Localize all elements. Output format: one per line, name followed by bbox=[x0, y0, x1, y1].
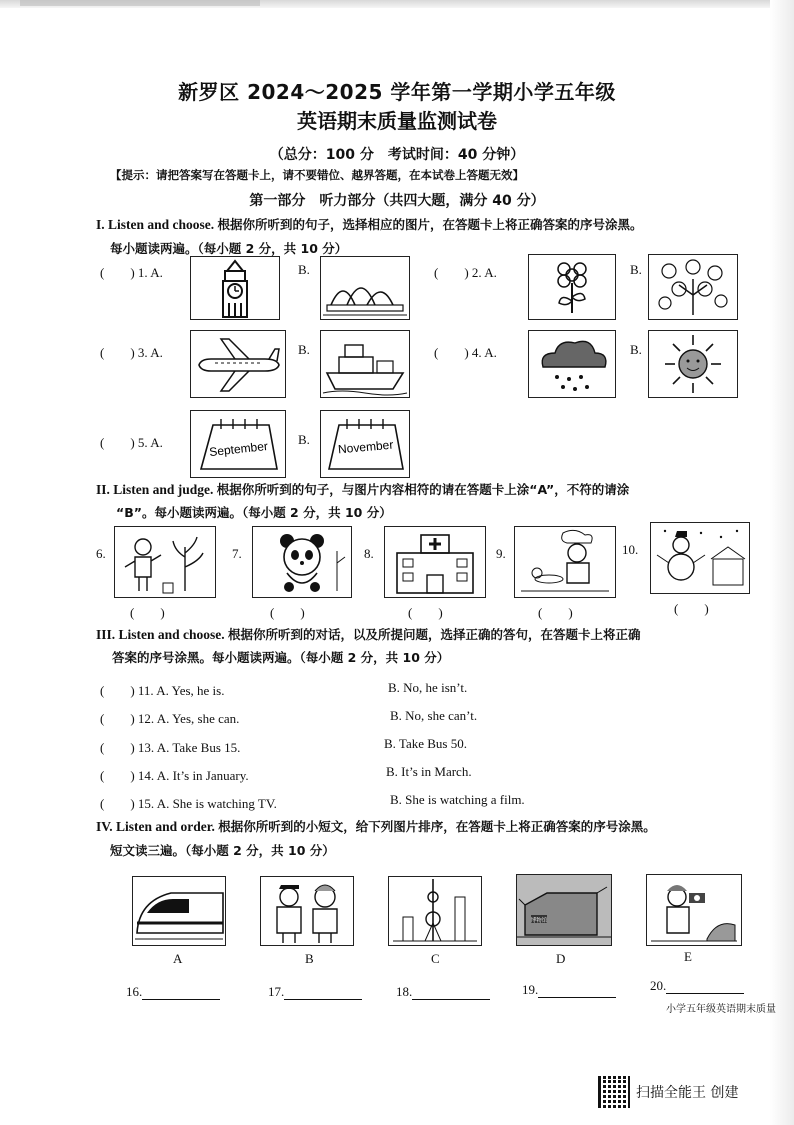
section1-instruction: 根据你所听到的句子，选择相应的图片，在答题卡上将正确答案的序号涂黑。 bbox=[217, 217, 643, 232]
q5-b-calendar bbox=[320, 410, 410, 478]
q14-option-a: ( ) 14. A. It’s in January. bbox=[100, 768, 249, 783]
part-heading: 第一部分 听力部分（共四大题，满分 40 分） bbox=[249, 193, 545, 209]
q11-option-b: B. No, he isn’t. bbox=[388, 680, 468, 695]
picture-e-taking-photo bbox=[646, 874, 742, 946]
museum-sign: 博物馆 bbox=[530, 918, 548, 924]
blank-19-label: 19. bbox=[522, 982, 539, 997]
section1-instruction-2: 每小题读两遍。（每小题 2 分，共 10 分） bbox=[110, 241, 348, 256]
footer-text: 小学五年级英语期末质量 bbox=[666, 1004, 776, 1015]
q6-number: 6. bbox=[96, 546, 106, 561]
q5-label: ( ) 5. A. bbox=[100, 435, 163, 450]
scan-top-edge bbox=[0, 0, 794, 8]
q13-option-b: B. Take Bus 50. bbox=[384, 736, 467, 751]
blank-16-label: 16. bbox=[126, 984, 143, 999]
q7-number: 7. bbox=[232, 546, 242, 561]
section4-instruction-2: 短文读三遍。（每小题 2 分，共 10 分） bbox=[110, 843, 335, 858]
section2-instruction-2: “B”。每小题读两遍。（每小题 2 分，共 10 分） bbox=[116, 505, 392, 520]
q5-b-label: B. bbox=[298, 432, 310, 447]
blank-18-label: 18. bbox=[396, 984, 413, 999]
q13-option-a: ( ) 13. A. Take Bus 15. bbox=[100, 740, 241, 755]
caption-c: C bbox=[431, 951, 440, 966]
q3-label: ( ) 3. A. bbox=[100, 345, 163, 360]
section3-instruction-2: 答案的序号涂黑。每小题读两遍。（每小题 2 分，共 10 分） bbox=[112, 650, 450, 665]
q15-option-a: ( ) 15. A. She is watching TV. bbox=[100, 796, 277, 811]
section2-instruction: 根据你所听到的句子，与图片内容相符的请在答题卡上涂“A”，不符的请涂 bbox=[216, 482, 630, 497]
q10-number: 10. bbox=[622, 542, 639, 557]
q1-label: ( ) 1. A. bbox=[100, 265, 163, 280]
q12-option-a: ( ) 12. A. Yes, she can. bbox=[100, 711, 240, 726]
q14-option-b: B. It’s in March. bbox=[386, 764, 472, 779]
q8-hospital bbox=[384, 526, 486, 598]
q12-option-b: B. No, she can’t. bbox=[390, 708, 478, 723]
picture-b-grandparents bbox=[260, 876, 354, 946]
q10-paren: ( ) bbox=[674, 601, 709, 616]
picture-d-museum bbox=[516, 874, 612, 946]
caption-b: B bbox=[305, 951, 314, 966]
answer-blank-16[interactable] bbox=[126, 984, 220, 1000]
q9-paren: ( ) bbox=[538, 605, 573, 620]
section3-title: III. Listen and choose. bbox=[96, 627, 225, 642]
section4-instruction: 根据你所听到的小短文，给下列图片排序，在答题卡上将正确答案的序号涂黑。 bbox=[218, 819, 656, 834]
answer-blank-17[interactable] bbox=[268, 984, 362, 1000]
section2-title: II. Listen and judge. bbox=[96, 482, 214, 497]
q6-planting-tree bbox=[114, 526, 216, 598]
q1-b-opera-house bbox=[320, 256, 410, 320]
scanner-label: 扫描全能王 创建 bbox=[636, 1085, 739, 1101]
q4-label: ( ) 4. A. bbox=[434, 345, 497, 360]
picture-a-train bbox=[132, 876, 226, 946]
q9-number: 9. bbox=[496, 546, 506, 561]
q2-b-bush bbox=[648, 254, 738, 320]
calendar-b-text: November bbox=[337, 437, 394, 457]
q5-a-calendar bbox=[190, 410, 286, 478]
exam-tip: 【提示：请把答案写在答题卡上，请不要错位、越界答题，在本试卷上答题无效】 bbox=[110, 168, 524, 182]
q15-option-b: B. She is watching a film. bbox=[390, 792, 525, 807]
exam-info: （总分：100 分 考试时间：40 分钟） bbox=[269, 147, 525, 163]
blank-20-label: 20. bbox=[650, 978, 667, 993]
caption-d: D bbox=[556, 951, 566, 966]
q11-option-a: ( ) 11. A. Yes, he is. bbox=[100, 683, 225, 698]
exam-title-line2: 英语期末质量监测试卷 bbox=[297, 109, 497, 133]
q2-b-label: B. bbox=[630, 262, 642, 277]
q1-a-bigben bbox=[190, 256, 280, 320]
answer-blank-20[interactable] bbox=[650, 978, 744, 994]
q9-cooking bbox=[514, 526, 616, 598]
section2-heading bbox=[96, 479, 629, 501]
answer-blank-19[interactable] bbox=[522, 982, 616, 998]
q4-a-rain bbox=[528, 330, 616, 398]
q7-panda bbox=[252, 526, 352, 598]
q3-a-airplane bbox=[190, 330, 286, 398]
scan-right-edge bbox=[770, 0, 794, 1125]
q3-b-label: B. bbox=[298, 342, 310, 357]
section4-title: IV. Listen and order. bbox=[96, 819, 215, 834]
q8-paren: ( ) bbox=[408, 605, 443, 620]
q8-number: 8. bbox=[364, 546, 374, 561]
q1-b-label: B. bbox=[298, 262, 310, 277]
qr-code-icon bbox=[598, 1076, 630, 1108]
exam-title-line1: 新罗区 2024～2025 学年第一学期小学五年级 bbox=[178, 80, 616, 104]
picture-c-tv-tower bbox=[388, 876, 482, 946]
section3-heading bbox=[96, 624, 641, 646]
section1-heading bbox=[96, 214, 643, 236]
caption-e: E bbox=[684, 949, 692, 964]
q6-paren: ( ) bbox=[130, 605, 165, 620]
section1-title: I. Listen and choose. bbox=[96, 217, 215, 232]
q3-b-ship bbox=[320, 330, 410, 398]
q10-snowman bbox=[650, 522, 750, 594]
calendar-a-text: September bbox=[208, 438, 269, 460]
q2-a-flower bbox=[528, 254, 616, 320]
q4-b-label: B. bbox=[630, 342, 642, 357]
caption-a: A bbox=[173, 951, 183, 966]
blank-17-label: 17. bbox=[268, 984, 285, 999]
scanner-watermark bbox=[598, 1076, 738, 1108]
answer-blank-18[interactable] bbox=[396, 984, 490, 1000]
q2-label: ( ) 2. A. bbox=[434, 265, 497, 280]
q7-paren: ( ) bbox=[270, 605, 305, 620]
section4-heading bbox=[96, 816, 656, 838]
q4-b-sun bbox=[648, 330, 738, 398]
section3-instruction: 根据你所听到的对话，以及所提问题，选择正确的答句，在答题卡上将正确 bbox=[228, 627, 641, 642]
